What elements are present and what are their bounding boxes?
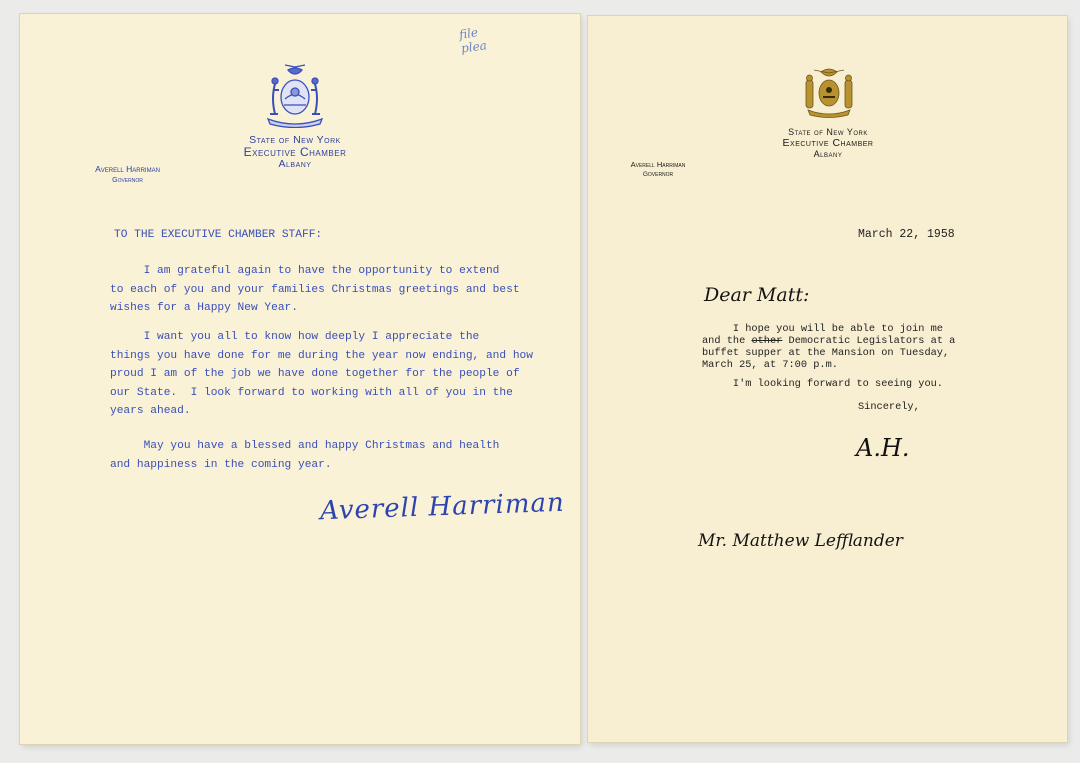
governor-title: Governor	[112, 177, 143, 184]
letterhead-line: Executive Chamber	[243, 145, 347, 159]
signature: Averell Harriman	[319, 487, 566, 527]
body-line: buffet supper at the Mansion on Tuesday, March 25, at 7:00 p.m.	[702, 347, 950, 371]
governor-block	[618, 160, 698, 180]
letter-date: March 22, 1958	[858, 228, 955, 241]
letterhead-line: Albany	[278, 158, 312, 170]
closing-line: I'm looking forward to seeing you.	[702, 378, 943, 390]
letterhead-line: Executive Chamber	[782, 137, 874, 149]
governor-name: Averell Harriman	[95, 164, 160, 174]
body-line	[702, 335, 955, 347]
closing: Sincerely,	[858, 401, 920, 413]
letterhead-line: State of New York	[788, 127, 868, 137]
state-seal-icon	[804, 66, 854, 118]
paragraph: I am grateful again to have the opportunity to extend to each of you and your families Christmas greetings and best wishes for a Happy New Year.	[110, 265, 520, 314]
salutation: TO THE EXECUTIVE CHAMBER STAFF:	[114, 229, 323, 241]
governor-name: Averell Harriman	[630, 160, 686, 169]
governor-title: Governor	[642, 171, 674, 178]
christmas-letter	[20, 14, 580, 744]
body-text: and the	[702, 335, 752, 347]
letterhead-line: Albany	[813, 149, 843, 159]
struck-word: other	[751, 335, 783, 347]
paragraph: I want you all to know how deeply I appreciate the things you have done for me during the year now ending, and how proud I am of the job we have done together for the people of our State. I look forward to working with all of you in the years ahead.	[110, 331, 533, 417]
letterhead	[758, 127, 898, 160]
letterhead-line: State of New York	[249, 134, 341, 146]
invitation-letter	[588, 16, 1067, 742]
letterhead	[210, 134, 380, 170]
margin-note: file plea	[458, 25, 488, 56]
initials-signature: A.H.	[856, 434, 910, 462]
governor-block	[85, 164, 170, 186]
state-seal-icon	[260, 64, 330, 128]
body-line: I hope you will be able to join me	[702, 323, 943, 335]
addressee: Mr. Matthew Lefflander	[698, 531, 903, 551]
paragraph: May you have a blessed and happy Christmas and health and happiness in the coming year.	[110, 440, 500, 471]
letter-body	[702, 323, 955, 371]
body-text: Democratic Legislators at a	[782, 335, 956, 347]
salutation: Dear Matt:	[704, 284, 810, 306]
